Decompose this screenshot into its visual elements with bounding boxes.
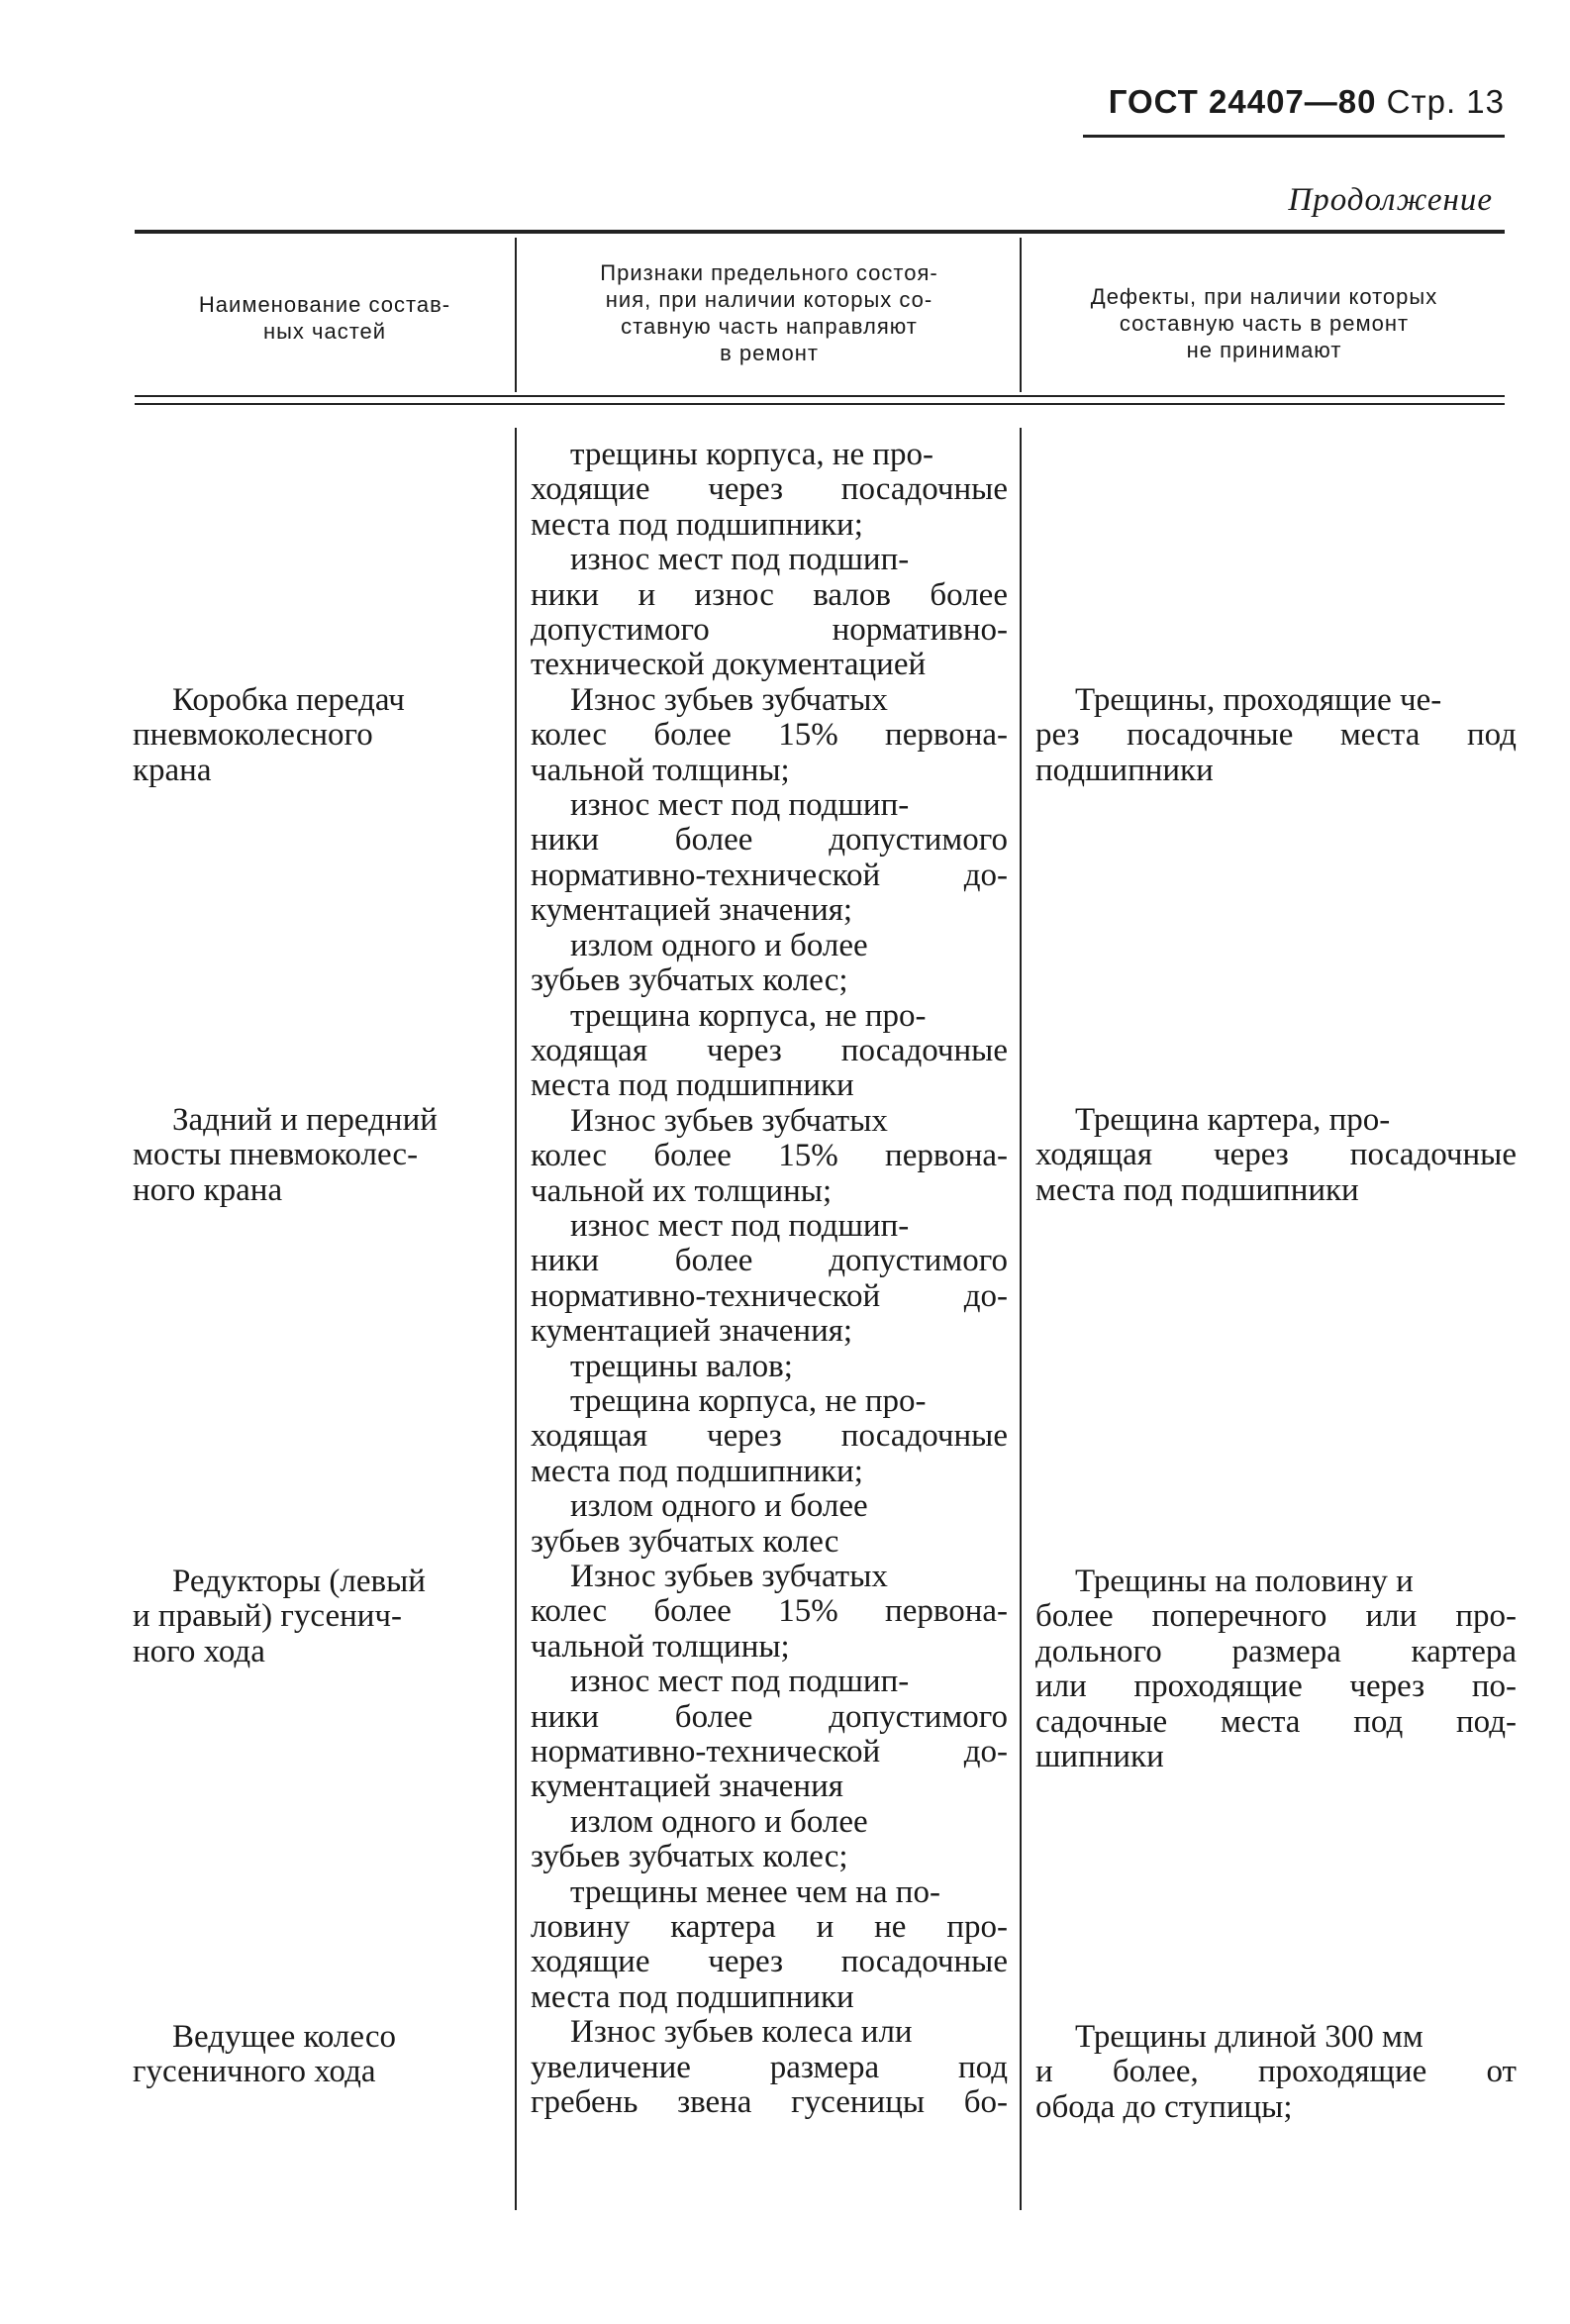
component-reducers: Редукторы (левый и правый) гусенич- ного хода xyxy=(133,1564,426,1669)
component-gearbox: Коробка передач пневмоколесного крана xyxy=(133,682,405,788)
header-rule xyxy=(1083,135,1505,138)
header-col-criteria: Признаки предельного состоя- ния, при наличии которых со- ставную часть направляют в ремонт xyxy=(600,260,938,365)
criteria-line: чальной толщины; xyxy=(531,752,790,788)
criteria-line: трещины корпуса, не про- xyxy=(570,437,934,472)
criteria-line: места под подшипники xyxy=(531,1067,854,1104)
criteria-line: технической документацией xyxy=(531,647,927,683)
defects-axles: Трещина картера, про- ходящая через посадочные места под подшипники xyxy=(1035,1102,1517,1208)
column-divider xyxy=(1020,238,1022,392)
criteria-line: нормативно-технической до- xyxy=(531,857,1008,893)
table-top-rule xyxy=(135,230,1505,234)
criteria-line: кументацией значения; xyxy=(531,1313,853,1350)
component-axles: Задний и передний мосты пневмоколес- ного крана xyxy=(133,1102,438,1208)
criteria-line: Износ зубьев зубчатых xyxy=(570,1559,888,1594)
continuation-label: Продолжение xyxy=(1288,182,1493,218)
criteria-line: Износ зубьев колеса или xyxy=(570,2014,913,2051)
criteria-line: колес более 15% первона- xyxy=(531,717,1008,754)
defects-gearbox: Трещины, проходящие че- рез посадочные места под подшипники xyxy=(1035,682,1517,788)
criteria-line: трещина корпуса, не про- xyxy=(570,1382,927,1419)
criteria-line: чальной их толщины; xyxy=(531,1172,833,1209)
column-divider xyxy=(515,238,517,392)
criteria-line: Износ зубьев зубчатых xyxy=(570,1102,888,1139)
criteria-line: трещина корпуса, не про- xyxy=(570,997,927,1034)
page-header xyxy=(1109,83,1505,121)
criteria-line: гребень звена гусеницы бо- xyxy=(531,2084,1008,2121)
column-divider xyxy=(1020,428,1022,2210)
criteria-line: излом одного и более xyxy=(570,1803,868,1840)
criteria-line: места под подшипники xyxy=(531,1978,854,2015)
criteria-line: колес более 15% первона- xyxy=(531,1138,1008,1174)
header-col-name: Наименование состав- ных частей xyxy=(198,292,451,344)
criteria-line: ники и износ валов более xyxy=(531,576,1008,613)
criteria-line: износ мест под подшип- xyxy=(570,542,910,578)
column-divider xyxy=(515,428,517,2210)
criteria-line: ходящие через посадочные xyxy=(531,471,1008,508)
page-number: Стр. 13 xyxy=(1386,83,1505,120)
criteria-line: допустимого нормативно- xyxy=(531,612,1008,649)
defects-reducers: Трещины на половину и более поперечного или про- дольного размера картера или проходящие через по- садочные места под под- шипники xyxy=(1035,1564,1517,1775)
criteria-line: нормативно-технической до- xyxy=(531,1277,1008,1314)
criteria-column xyxy=(531,438,1008,2121)
criteria-line: зубьев зубчатых колес; xyxy=(531,962,848,999)
criteria-line: ходящая через посадочные xyxy=(531,1418,1008,1455)
component-drive-wheel: Ведущее колесо гусеничного хода xyxy=(133,2019,396,2090)
criteria-line: трещины менее чем на по- xyxy=(570,1873,940,1910)
criteria-line: ловину картера и не про- xyxy=(531,1909,1008,1946)
criteria-line: кументацией значения; xyxy=(531,892,853,929)
criteria-line: ходящая через посадочные xyxy=(531,1032,1008,1068)
standard-number: ГОСТ 24407—80 xyxy=(1108,83,1377,120)
criteria-line: излом одного и более xyxy=(570,927,868,963)
criteria-line: Износ зубьев зубчатых xyxy=(570,681,888,718)
table-header-rule-double xyxy=(135,403,1505,405)
criteria-line: ники более допустимого xyxy=(531,1243,1008,1279)
criteria-line: ники более допустимого xyxy=(531,822,1008,859)
header-col-defects: Дефекты, при наличии которых составную часть в ремонт не принимают xyxy=(1090,284,1438,362)
criteria-line: места под подшипники; xyxy=(531,506,863,543)
criteria-line: чальной толщины; xyxy=(531,1628,790,1665)
criteria-line: нормативно-технической до- xyxy=(531,1734,1008,1770)
table-header-rule xyxy=(135,395,1505,397)
criteria-line: колес более 15% первона- xyxy=(531,1593,1008,1630)
criteria-line: места под подшипники; xyxy=(531,1453,863,1489)
criteria-line: увеличение размера под xyxy=(531,2049,1008,2085)
criteria-line: излом одного и более xyxy=(570,1488,868,1525)
criteria-line: зубьев зубчатых колес; xyxy=(531,1839,848,1875)
criteria-line: зубьев зубчатых колес xyxy=(531,1523,839,1560)
defects-drive-wheel: Трещины длиной 300 мм и более, проходящие от обода до ступицы; xyxy=(1035,2019,1517,2125)
criteria-line: ходящие через посадочные xyxy=(531,1944,1008,1980)
criteria-line: износ мест под подшип- xyxy=(570,787,910,824)
criteria-line: кументацией значения xyxy=(531,1768,843,1805)
criteria-line: износ мест под подшип- xyxy=(570,1207,910,1244)
criteria-line: ники более допустимого xyxy=(531,1698,1008,1735)
criteria-line: трещины валов; xyxy=(570,1348,793,1384)
criteria-line: износ мест под подшип- xyxy=(570,1664,910,1700)
